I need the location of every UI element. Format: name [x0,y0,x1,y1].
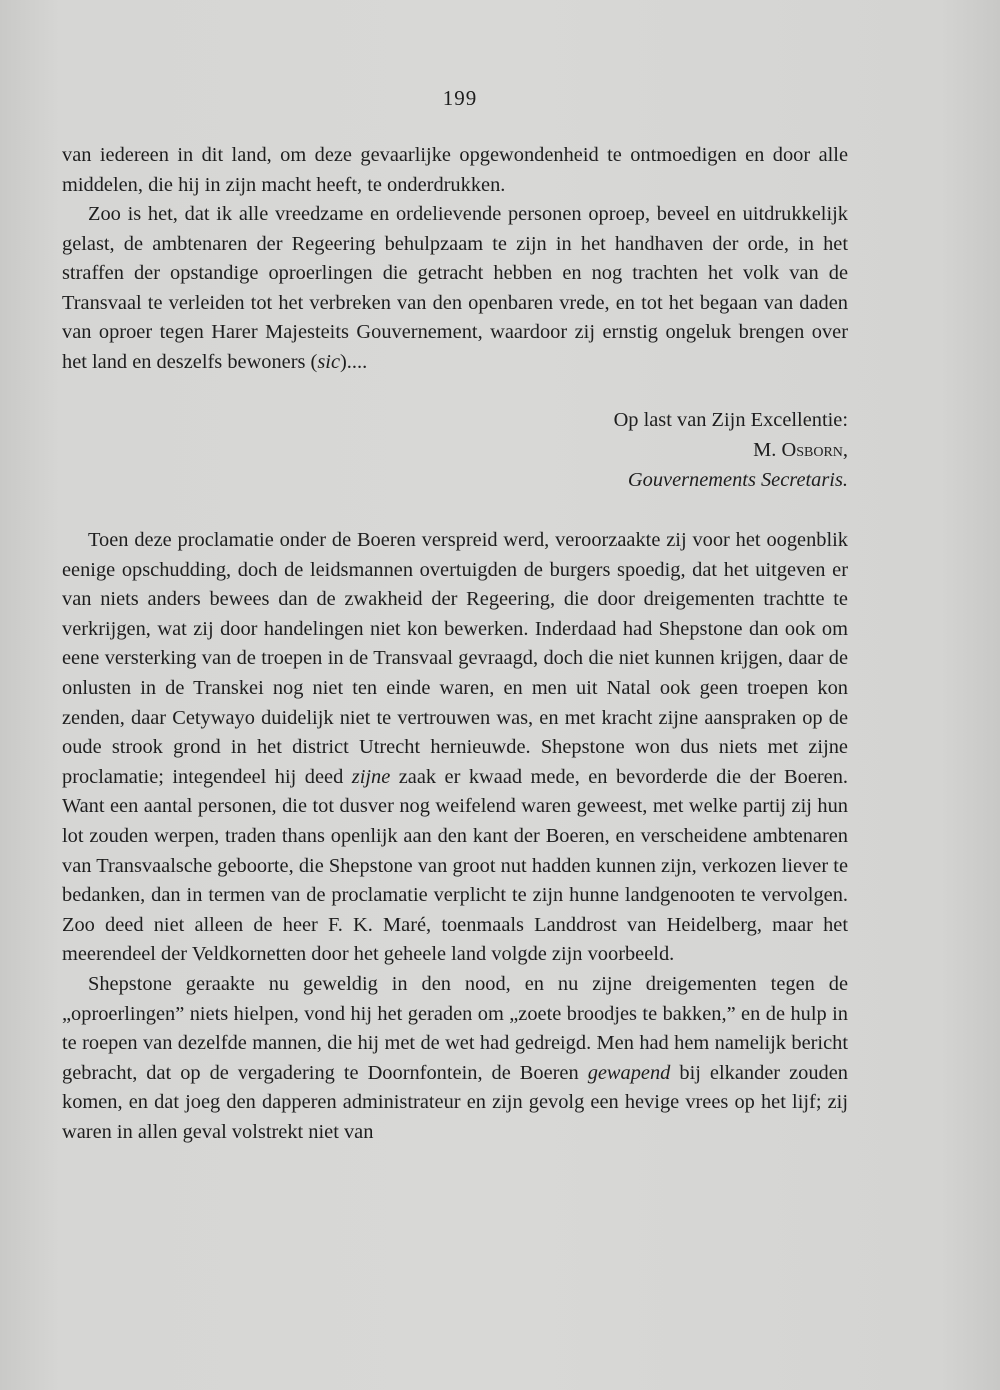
proclamation-quote [62,141,848,377]
signature-surname: Osborn, [781,439,848,461]
sic-annotation: sic [317,350,341,373]
emphasis-zijne: zijne [351,765,391,788]
quote-paragraph-continued [62,141,848,200]
body-text [62,526,848,1147]
body-paragraph-2-continuation: bij elkander zouden komen, en dat joeg den dapperen administrateur en zijn gevolg een hevige vrees op het lijf; zij waren in allen geval volstrekt niet van [62,1061,848,1143]
body-paragraph [62,526,848,970]
quote-paragraph-1-text: van iedereen in dit land, om deze gevaarlijke opgewondenheid te ontmoedigen en door alle middelen, die hij in zijn macht heeft, te onderdrukken. [62,144,848,196]
body-paragraph-1-continuation: zaak er kwaad mede, en bevorderde die der Boeren. Want een aantal personen, die tot dusver nog weifelend waren geweest, met welke partij zij hun lot zouden werpen, traden thans openlijk aan den kant der Boeren, en verscheidene ambtenaren van Transvaalsche geboorte, die Shepstone van groot nut hadden kunnen zijn, verkozen liever te bedanken, dan in termen van de proclamatie verplicht te zijn hunne landgenooten te vervolgen. Zoo deed niet alleen de heer F. K. Maré, toenmaals Landdrost van Heidelberg, maar het meerendeel der Veldkornetten door het geheele land volgde zijn voorbeeld. [62,765,848,966]
signature-order-line: Op last van Zijn Excellentie: [613,409,848,431]
signature-title: Gouvernements Secretaris. [627,469,848,491]
quote-paragraph [62,200,848,377]
body-paragraph [62,970,848,1148]
emphasis-gewapend: gewapend [587,1061,671,1084]
body-paragraph-2-text: Shepstone geraakte nu geweldig in den nood, en nu zijne dreigementen tegen de „oproerlingen” niets hielpen, vond hij het geraden om „zoete broodjes te bakken,” en de hulp in te roepen van dezelfde mannen, die hij met de wet had gedreigd. Men had hem namelijk bericht gebracht, dat op de vergadering te Doornfontein, de Boeren [62,972,848,1084]
page-number: 199 [442,86,478,110]
signature-name [753,436,848,466]
quote-paragraph-2-ending: ).... [340,350,368,373]
signature-initial: M. [753,439,777,461]
body-paragraph-1-text: Toen deze proclamatie onder de Boeren verspreid werd, veroorzaakte zij voor het oogenblik eenige opschudding, doch de leidsmannen overtuigden de burgers spoedig, dat het uitgeven er van niets anders bewees dan de zwakheid der Regeering, die door dreigementen trachtte te verkrijgen, wat zij door handelingen niet kon bewerken. Inderdaad had Shepstone dan ook om eene versterking van de troepen in de Transvaal gevraagd, doch die niet kunnen krijgen, daar de onlusten in de Transkei nog niet ten einde waren, en men uit Natal ook geen troepen kon zenden, daar Cetywayo duidelijk niet te vertrouwen was, en met kracht zijne aanspraken op de oude strook grond in het district Utrecht hernieuwde. Shepstone won dus niets met zijne proclamatie; integendeel hij deed [62,529,848,788]
quote-paragraph-2-text: Zoo is het, dat ik alle vreedzame en ordelievende personen oproep, beveel en uitdrukkelijk gelast, de ambtenaren der Regeering behulpzaam te zijn in het handhaven der orde, in het straffen der opstandige oproerlingen die getracht hebben en nog trachten het volk van de Transvaal te verleiden tot het verbreken van den openbaren vrede, en tot het begaan van daden van oproer tegen Harer Majesteits Gouvernement, waardoor zij ernstig ongeluk brengen over het land en deszelfs bewoners ( [62,203,848,373]
